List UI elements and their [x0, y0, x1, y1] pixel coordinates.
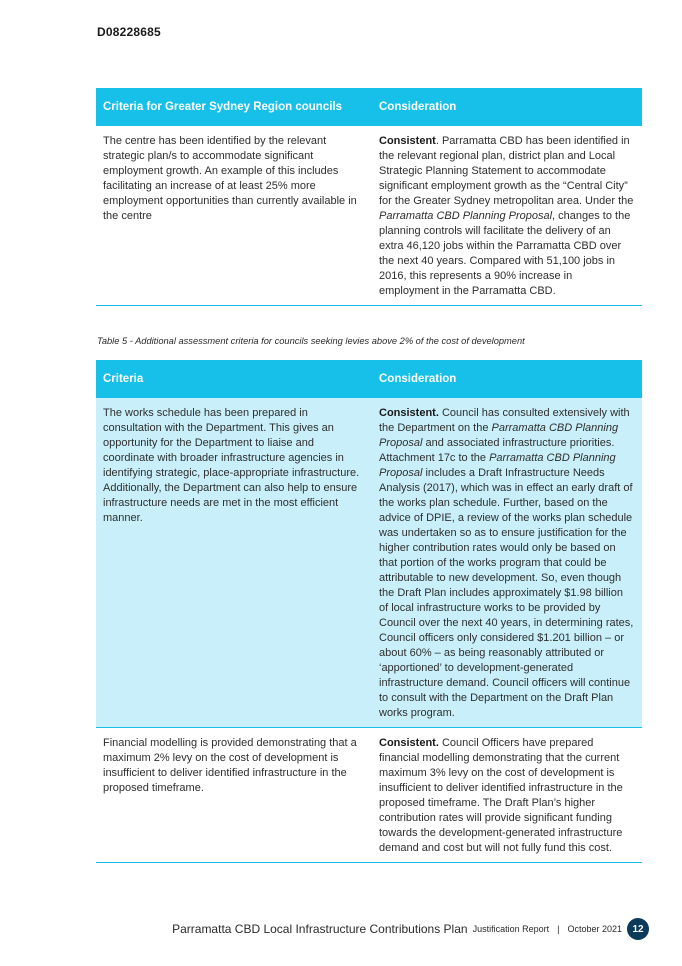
- table-header-row: [96, 360, 642, 398]
- document-id: D08228685: [97, 25, 161, 39]
- consideration-cell: [372, 398, 642, 728]
- consideration-text: [379, 134, 635, 299]
- criteria-text: The works schedule has been prepared in consultation with the Department. This gives an opportunity for the Department to liaise and coordinate with broader infrastructure agencies in identifying strategic, place-appropriate infrastructure. Additionally, the Department can also help to ensure infrastructure needs are met in the most efficient manner.: [103, 407, 360, 524]
- document-reference: Parramatta CBD Planning Proposal: [379, 422, 619, 449]
- column-header-consideration: Consideration: [372, 88, 642, 126]
- page-number-badge: 12: [627, 918, 649, 940]
- verdict-label: Consistent.: [379, 737, 439, 749]
- footer-title: Parramatta CBD Local Infrastructure Contributions Plan: [172, 922, 468, 936]
- table-row: [96, 398, 642, 728]
- footer-date: October 2021: [567, 924, 622, 934]
- verdict-label: Consistent: [379, 135, 436, 147]
- consideration-cell: [372, 728, 642, 863]
- footer-separator: |: [557, 924, 560, 934]
- criteria-cell: [96, 398, 372, 728]
- consideration-cell: [372, 126, 642, 306]
- document-reference: Parramatta CBD Planning Proposal: [379, 210, 553, 222]
- criteria-table-additional: [96, 360, 642, 863]
- table-header-row: [96, 88, 642, 126]
- consideration-part: , changes to the planning controls will facilitate the delivery of an extra 46,120 jobs within the Parramatta CBD over the next 40 years. Compared with 51,100 jobs in 2016, this represents a 90% increase in employment in the Parramatta CBD.: [379, 210, 631, 297]
- table-row: [96, 728, 642, 863]
- consideration-part: includes a Draft Infrastructure Needs Analysis (2017), which was in effect an early draft of the works plan schedule. Further, based on the advice of DPIE, a review of the works plan schedule was undertaken so as to ensure justification for the higher contribution rates would only be based on that portion of the works program that could be attributable to new development. So, even though the Draft Plan includes approximately $1.98 billion of local infrastructure works to be provided by Council over the next 40 years, in determining rates, Council officers only considered $1.201 billion – or about 60% – as being reasonably attributed or ‘apportioned’ to development-generated infrastructure demand. Council officers will continue to consult with the Department on the Draft Plan works program.: [379, 467, 634, 719]
- criteria-text: The centre has been identified by the relevant strategic plan/s to accommodate significant employment growth. An example of this includes facilitating an increase of at least 25% more employment opportunities than currently available in the centre: [103, 135, 357, 222]
- table-caption: Table 5 - Additional assessment criteria for councils seeking levies above 2% of the cost of development: [97, 336, 525, 346]
- document-reference: Parramatta CBD Planning Proposal: [379, 452, 616, 479]
- verdict-label: Consistent.: [379, 407, 439, 419]
- criteria-table-greater-sydney: [96, 88, 642, 306]
- footer-subtitle: Justification Report: [472, 924, 550, 934]
- criteria-cell: [96, 728, 372, 863]
- page-footer: [172, 920, 622, 938]
- consideration-text: [379, 406, 635, 721]
- column-header-criteria: Criteria for Greater Sydney Region councils: [96, 88, 372, 126]
- column-header-criteria: Criteria: [96, 360, 372, 398]
- consideration-part: Council Officers have prepared financial modelling demonstrating that the current maximum 3% levy on the cost of development is insufficient to deliver identified infrastructure in the proposed timeframe. The Draft Plan’s higher contribution rates will provide significant funding towards the development-generated infrastructure demand and cost but will not fully fund this cost.: [379, 737, 623, 854]
- consideration-text: [379, 736, 635, 856]
- consideration-part: Council has consulted extensively with the Department on the: [379, 407, 630, 434]
- column-header-consideration: Consideration: [372, 360, 642, 398]
- table-row: [96, 126, 642, 306]
- criteria-cell: [96, 126, 372, 306]
- consideration-part: and associated infrastructure priorities. Attachment 17c to the: [379, 437, 615, 464]
- consideration-part: . Parramatta CBD has been identified in the relevant regional plan, district plan and Local Strategic Planning Statement to accommodate significant employment growth as the “Central City” for the Greater Sydney metropolitan area. Under the: [379, 135, 634, 207]
- criteria-text: Financial modelling is provided demonstrating that a maximum 2% levy on the cost of development is insufficient to deliver identified infrastructure in the proposed timeframe.: [103, 737, 357, 794]
